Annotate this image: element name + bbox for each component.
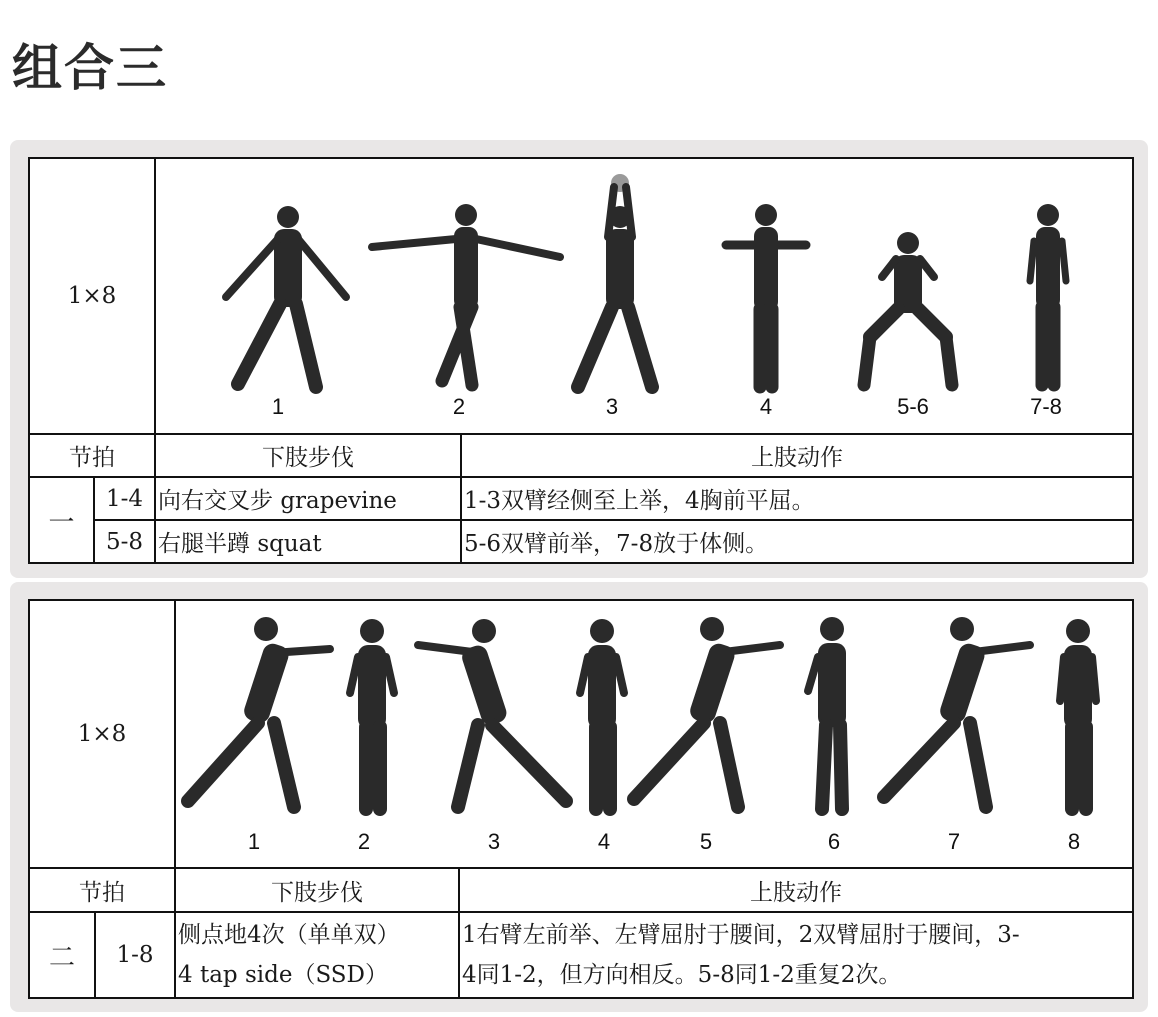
lower-limb-line: 侧点地4次（单单双） xyxy=(178,922,400,948)
figure-label: 1 xyxy=(247,829,261,854)
dancer-figures xyxy=(156,159,1130,431)
figure-4 xyxy=(580,619,624,809)
figure-label: 2 xyxy=(357,829,371,854)
lower-limb-step: 右腿半蹲 squat xyxy=(155,520,461,563)
figure-label: 7-8 xyxy=(1030,394,1062,419)
header-upper-limb: 上肢动作 xyxy=(459,868,1133,912)
beat-range: 5-8 xyxy=(94,520,155,563)
dancer-figures xyxy=(176,601,1132,865)
figure-6 xyxy=(808,617,846,809)
figure-label: 7 xyxy=(947,829,961,854)
figure-5-6 xyxy=(864,232,952,385)
header-beat: 节拍 xyxy=(29,868,175,912)
figure-label: 1 xyxy=(271,394,285,419)
figure-label: 5 xyxy=(699,829,713,854)
combination-table-1 xyxy=(28,157,1134,564)
combination-table-2 xyxy=(28,599,1134,999)
figure-label: 3 xyxy=(605,394,619,419)
upper-limb-line: 4同1-2，但方向相反。5-8同1-2重复2次。 xyxy=(462,962,902,988)
lower-limb-step xyxy=(175,912,459,998)
lower-limb-line: 4 tap side（SSD） xyxy=(178,962,388,988)
figure-2 xyxy=(350,619,394,809)
figure-label: 3 xyxy=(487,829,501,854)
upper-limb-line: 1右臂左前举、左臂屈肘于腰间，2双臂屈肘于腰间，3- xyxy=(462,922,1020,948)
figure-7-8 xyxy=(1030,204,1066,385)
figure-7 xyxy=(884,617,1030,807)
figure-8 xyxy=(1060,619,1096,809)
movement-illustration-1 xyxy=(155,158,1133,434)
upper-limb-action: 1-3双臂经侧至上举，4胸前平屈。 xyxy=(461,477,1133,520)
beat-range: 1-4 xyxy=(94,477,155,520)
header-beat: 节拍 xyxy=(29,434,155,477)
figure-3 xyxy=(578,174,652,387)
figure-2 xyxy=(372,204,560,385)
combination-card-1 xyxy=(10,140,1148,578)
lower-limb-step: 向右交叉步 grapevine xyxy=(155,477,461,520)
figure-1 xyxy=(188,617,330,807)
figure-label: 6 xyxy=(827,829,841,854)
page-title: 组合三 xyxy=(12,39,168,97)
header-upper-limb: 上肢动作 xyxy=(461,434,1133,477)
header-lower-limb: 下肢步伐 xyxy=(175,868,459,912)
group-number: 二 xyxy=(29,912,95,998)
movement-illustration-2 xyxy=(175,600,1133,868)
figure-4 xyxy=(726,204,806,387)
group-number: 一 xyxy=(29,477,94,563)
figure-label: 4 xyxy=(759,394,773,419)
combination-card-2 xyxy=(10,582,1148,1012)
beat-range: 1-8 xyxy=(95,912,175,998)
count-label: 1×8 xyxy=(29,600,175,868)
upper-limb-action: 5-6双臂前举，7-8放于体侧。 xyxy=(461,520,1133,563)
count-label: 1×8 xyxy=(29,158,155,434)
upper-limb-action xyxy=(459,912,1133,998)
header-lower-limb: 下肢步伐 xyxy=(155,434,461,477)
figure-label: 8 xyxy=(1067,829,1081,854)
figure-label: 4 xyxy=(597,829,611,854)
figure-label: 5-6 xyxy=(897,394,929,419)
figure-label: 2 xyxy=(452,394,466,419)
figure-1 xyxy=(226,206,346,387)
figure-5 xyxy=(634,617,780,807)
figure-3 xyxy=(418,619,566,807)
